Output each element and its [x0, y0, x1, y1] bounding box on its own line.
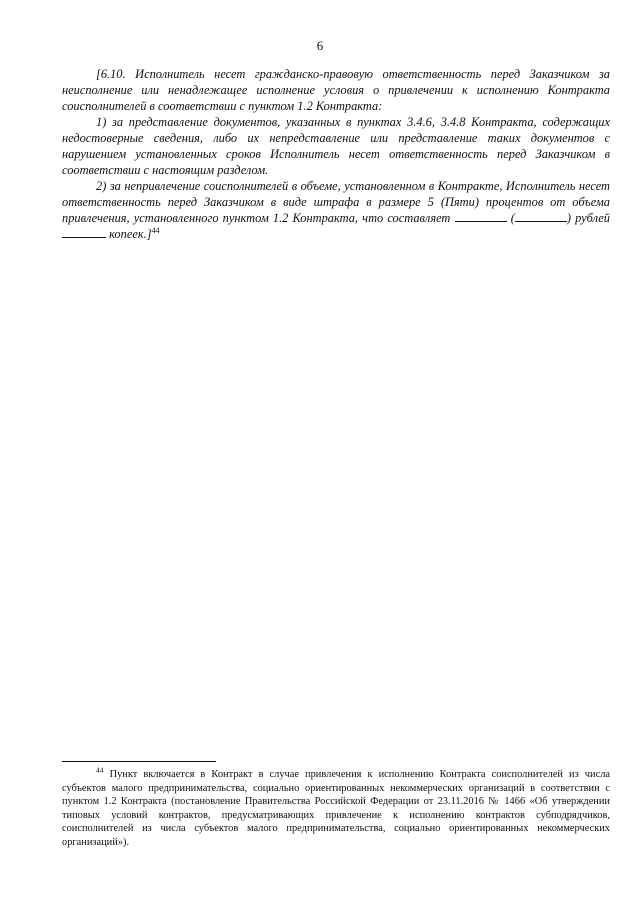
clause-item-1: 1) за представление документов, указанных в пунктах 3.4.6, 3.4.8 Контракта, содержащих недостоверные сведения, либо их непредставление или представление таких документов с нарушением установленных сроков Исполнитель несет ответственность перед Заказчиком в соответствии с настоящим разделом.	[62, 115, 610, 177]
rubles-label: ) рублей	[566, 211, 611, 225]
footnote-text: Пункт включается в Контракт в случае привлечения к исполнению Контракта соисполнителей из числа субъектов малого предпринимательства, социально ориентированных некоммерческих организаций в соответствии с пунктом 1.2 Контракта (постановление Правительства Российской Федерации от 23.11.2016 № 1466 «Об утверждении типовых условий контрактов, предусматривающих привлечение к исполнению контрактов субподрядчиков, соисполнителей из числа субъектов малого предпринимательства, социально ориентированных некоммерческих организаций»).	[62, 769, 610, 848]
clause-item-2	[62, 178, 610, 242]
clause-intro: [6.10. Исполнитель несет гражданско-правовую ответственность перед Заказчиком за неисполнение или ненадлежащее исполнение условия о привлечении к исполнению Контракта соисполнителей в соответствии с пунктом 1.2 Контракта:	[62, 67, 610, 113]
clause-6-10	[62, 66, 610, 242]
paren-open: (	[510, 211, 515, 225]
footnote	[62, 765, 610, 850]
footnote-ref[interactable]: 44	[151, 225, 160, 235]
kopecks-label: копеек.]	[109, 227, 152, 241]
footnote-separator	[62, 761, 216, 762]
amount-blank	[455, 210, 507, 222]
page-number: 6	[316, 38, 324, 53]
kopecks-blank	[62, 226, 106, 238]
clause-item-2-text: 2) за непривлечение соисполнителей в объеме, установленном в Контракте, Исполнитель несет ответственность перед Заказчиком в виде штрафа в размере 5 (Пяти) процентов от объема привлечения, установленного пунктом 1.2 Контракта, что составляет	[62, 179, 610, 225]
footnote-mark: 44	[96, 765, 104, 775]
amount-words-blank	[515, 210, 567, 222]
